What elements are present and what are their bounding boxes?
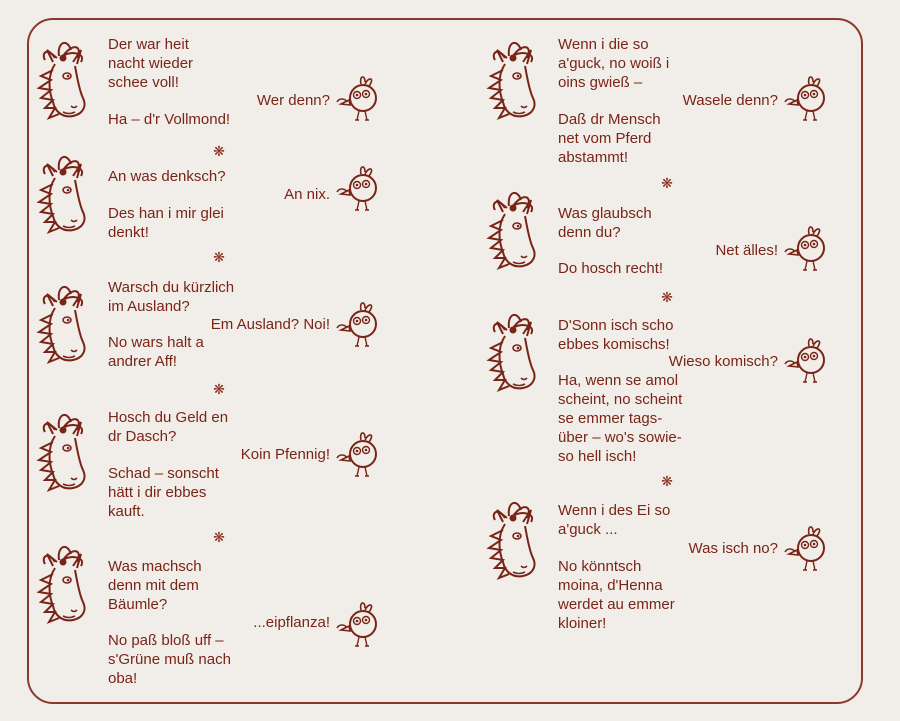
bird-speech-line: Koin Pfennig! (240, 446, 330, 463)
bird-speech-line: An nix. (284, 186, 330, 203)
horse-reply-line: oba! (108, 670, 138, 687)
bird-head-icon (334, 72, 380, 124)
horse-reply-line: No könntsch (558, 558, 642, 575)
horse-speech-line: Wenn i die so (558, 36, 649, 53)
asterisk-flower-icon: ❋ (213, 143, 225, 159)
asterisk-flower-icon: ❋ (661, 473, 673, 489)
horse-head-icon (34, 408, 96, 494)
horse-reply-line: hätt i dir ebbes (108, 484, 207, 501)
bird-speech-line: Wer denn? (256, 92, 330, 109)
horse-reply-line: Des han i mir glei (108, 205, 224, 222)
horse-reply-line: kauft. (108, 503, 145, 520)
horse-reply-line: Do hosch recht! (558, 260, 664, 277)
horse-reply-line: s'Grüne muß nach (108, 651, 231, 668)
bird-head-icon (782, 522, 828, 574)
bird-head-icon (782, 334, 828, 386)
bird-speech-line: Wieso komisch? (668, 353, 778, 370)
horse-speech-line: Bäumle? (108, 596, 168, 613)
horse-head-icon (484, 186, 546, 272)
horse-head-icon (34, 150, 96, 236)
horse-reply-line: denkt! (108, 224, 149, 241)
bird-head-icon (782, 222, 828, 274)
horse-reply-line: No wars halt a (108, 334, 204, 351)
asterisk-flower-icon: ❋ (213, 529, 225, 545)
horse-head-icon (484, 36, 546, 122)
asterisk-flower-icon: ❋ (213, 249, 225, 265)
horse-speech-line: D'Sonn isch scho (558, 317, 674, 334)
bird-head-icon (782, 72, 828, 124)
horse-reply-line: moina, d'Henna (558, 577, 663, 594)
horse-speech-line: Hosch du Geld en (108, 409, 229, 426)
horse-reply-line: No paß bloß uff – (108, 632, 224, 649)
horse-speech-line: schee voll! (108, 74, 179, 91)
horse-head-icon (34, 36, 96, 122)
bird-speech-line: Wasele denn? (682, 92, 778, 109)
horse-speech-line: a'guck ... (558, 521, 618, 538)
horse-reply-line: so hell isch! (558, 448, 637, 465)
horse-speech-line: denn mit dem (108, 577, 199, 594)
horse-reply-line: se emmer tags- (558, 410, 663, 427)
horse-speech-line: dr Dasch? (108, 428, 177, 445)
horse-reply-line: Ha – d'r Vollmond! (108, 111, 231, 128)
horse-head-icon (484, 308, 546, 394)
bird-speech-line: Was isch no? (688, 540, 778, 557)
horse-reply-line: scheint, no scheint (558, 391, 683, 408)
bird-speech-line: Net älles! (715, 242, 778, 259)
horse-reply-line: Schad – sonscht (108, 465, 219, 482)
horse-speech-line: ebbes komischs! (558, 336, 670, 353)
horse-reply-line: Daß dr Mensch (558, 111, 661, 128)
horse-speech-line: oins gwieß – (558, 74, 643, 91)
horse-reply-line: net vom Pferd (558, 130, 652, 147)
horse-speech-line: denn du? (558, 224, 621, 241)
bird-head-icon (334, 162, 380, 214)
horse-speech-line: Der war heit (108, 36, 189, 53)
bird-head-icon (334, 298, 380, 350)
asterisk-flower-icon: ❋ (661, 289, 673, 305)
horse-speech-line: Warsch du kürzlich (108, 279, 235, 296)
bird-speech-line: Em Ausland? Noi! (210, 316, 330, 333)
horse-head-icon (34, 280, 96, 366)
horse-reply-line: andrer Aff! (108, 353, 177, 370)
horse-reply-line: Ha, wenn se amol (558, 372, 679, 389)
bird-head-icon (334, 428, 380, 480)
horse-reply-line: werdet au emmer (558, 596, 675, 613)
horse-speech-line: Was glaubsch (558, 205, 652, 222)
asterisk-flower-icon: ❋ (661, 175, 673, 191)
horse-speech-line: im Ausland? (108, 298, 190, 315)
horse-head-icon (484, 496, 546, 582)
horse-reply-line: über – wo's sowie- (558, 429, 682, 446)
horse-head-icon (34, 540, 96, 626)
horse-reply-line: kloiner! (558, 615, 607, 632)
horse-speech-line: Was machsch (108, 558, 202, 575)
horse-speech-line: An was denksch? (108, 168, 226, 185)
asterisk-flower-icon: ❋ (213, 381, 225, 397)
horse-reply-line: abstammt! (558, 149, 629, 166)
horse-speech-line: nacht wieder (108, 55, 194, 72)
bird-head-icon (334, 598, 380, 650)
bird-speech-line: ...eipflanza! (253, 614, 330, 631)
horse-speech-line: a'guck, no woiß i (558, 55, 670, 72)
horse-speech-line: Wenn i des Ei so (558, 502, 671, 519)
